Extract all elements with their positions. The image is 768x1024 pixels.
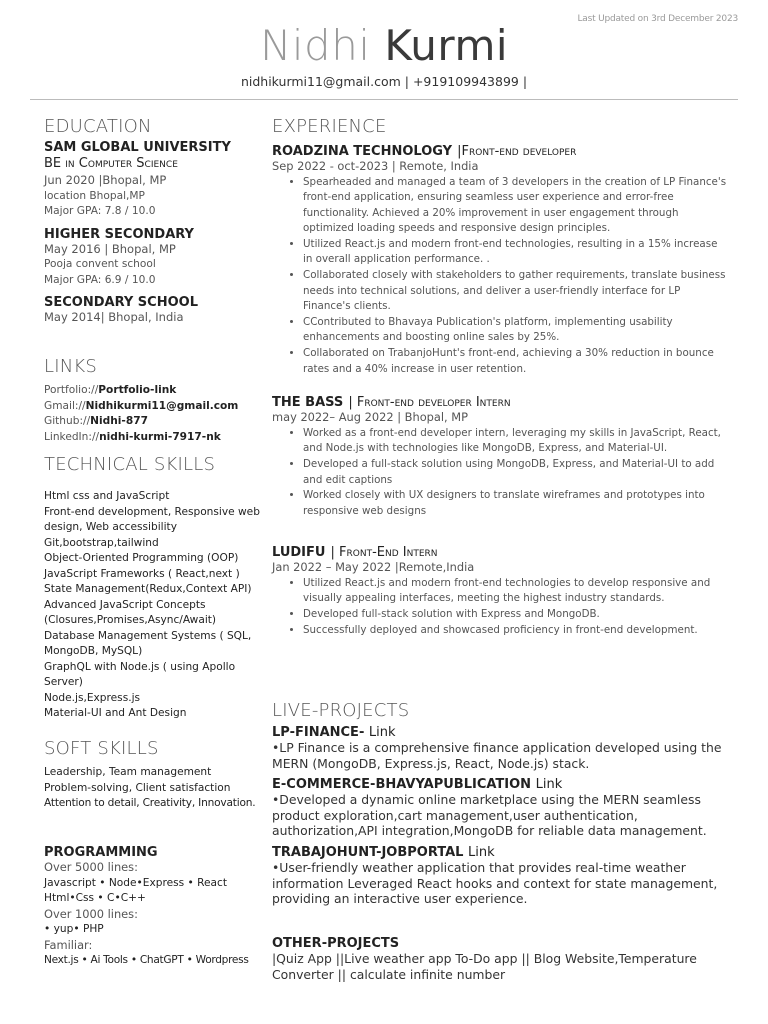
- experience-title: EXPERIENCE: [272, 116, 387, 137]
- secondary-date: May 2014| Bhopal, India: [44, 310, 184, 324]
- job-date: may 2022– Aug 2022 | Bhopal, MP: [272, 410, 468, 425]
- programming-title: PROGRAMMING: [44, 845, 158, 860]
- job-bullet: • Developed full-stack solution with Express and MongoDB.: [303, 607, 728, 623]
- tech-skill-line: Advanced JavaScript Concepts: [44, 598, 206, 611]
- soft-skill-line: Leadership, Team management: [44, 766, 212, 778]
- job-bullet: • CContributed to Bhavaya Publication's platform, implementing usability enhancements and boosting online sales by 25%.: [303, 315, 728, 346]
- company-name: THE BASS: [272, 395, 344, 411]
- job-role: | Front-End Intern: [330, 545, 438, 561]
- link-github[interactable]: Github://Nidhi-877: [44, 415, 148, 427]
- experience-section: [272, 116, 728, 638]
- tech-skill-line: State Management(Redux,Context API): [44, 583, 252, 595]
- tech-skill-line: Object-Oriented Programming (OOP): [44, 552, 239, 564]
- job-entry: [272, 541, 728, 638]
- tech-skill-line: Server): [44, 676, 83, 688]
- programming-section: [44, 845, 270, 969]
- project-link[interactable]: Link: [535, 777, 563, 793]
- programming-line: Next.js • Ai Tools • ChatGPT • Wordpress: [44, 954, 249, 966]
- job-bullet: • Collaborated closely with stakeholders to gather requirements, translate business needs into technical solutions, and deliver a user-friendly interface for LP Finance's clients.: [303, 268, 728, 315]
- project-link[interactable]: Link: [468, 844, 495, 860]
- education-title: EDUCATION: [44, 116, 152, 137]
- tech-skill-line: Database Management Systems ( SQL,: [44, 629, 252, 642]
- university-name: SAM GLOBAL UNIVERSITY: [44, 140, 231, 155]
- candidate-name: [0, 20, 768, 72]
- programming-line: Over 1000 lines:: [44, 906, 138, 921]
- soft-skills-section: [44, 738, 268, 812]
- tech-skill-line: MongoDB, MySQL): [44, 645, 143, 657]
- tech-skill-line: Node.js,Express.js: [44, 691, 141, 704]
- soft-skills-title: SOFT SKILLS: [44, 738, 159, 759]
- education-section: [44, 116, 264, 326]
- technical-skills-title: TECHNICAL SKILLS: [44, 454, 216, 475]
- project-description: •LP Finance is a comprehensive finance application developed using the MERN (MongoDB, Express.js, React, Node.js) stack.: [272, 740, 722, 771]
- project-entry: [272, 845, 728, 907]
- job-bullet: • Utilized React.js and modern front-end technologies, resulting in a 15% increase in overall application performance. .: [303, 237, 728, 268]
- programming-line: • yup• PHP: [44, 923, 104, 935]
- live-projects-title: LIVE-PROJECTS: [272, 700, 410, 721]
- job-entry: [272, 391, 728, 519]
- secondary-name: SECONDARY SCHOOL: [44, 295, 198, 310]
- link-gmail[interactable]: Gmail://Nidhikurmi11@gmail.com: [44, 399, 239, 412]
- other-projects-title: OTHER-PROJECTS: [272, 936, 400, 951]
- job-role: | Front-end developer Intern: [348, 395, 511, 411]
- project-name: LP-FINANCE-: [272, 725, 365, 740]
- company-name: ROADZINA TECHNOLOGY: [272, 144, 453, 159]
- project-name: E-COMMERCE-BHAVYAPUBLICATION: [272, 777, 532, 793]
- job-bullet: • Worked as a front-end developer intern, leveraging my skills in JavaScript, React, and Node.js with technologies like MongoDB, Express, and Material-UI.: [303, 426, 728, 457]
- project-description: •Developed a dynamic online marketplace using the MERN seamless product exploration,cart management,user authentication, authorization,API integration,MongoDB for reliable data management.: [272, 792, 707, 839]
- job-bullet: • Collaborated on TrabanjoHunt's front-end, achieving a 30% reduction in bounce rates and a 40% increase in user retention.: [303, 346, 728, 377]
- project-description: •User-friendly weather application that provides real-time weather information Leveraged React hooks and context for state management, providing an interactive user experience.: [272, 859, 718, 907]
- last-name: Kurmi: [384, 21, 509, 70]
- tech-skill-line: design, Web accessibility: [44, 521, 177, 533]
- job-date: Jan 2022 – May 2022 |Remote,India: [272, 560, 475, 575]
- university-location: location Bhopal,MP: [44, 189, 145, 202]
- job-bullet: • Spearheaded and managed a team of 3 developers in the creation of LP Finance's front-end application, ensuring seamless user experience and error-free functionality. Achieved a 20% improvement in user engagement through optimized loading speeds and responsive design principles.: [303, 175, 728, 237]
- contact-line: nidhikurmi11@gmail.com | +919109943899 |: [240, 74, 528, 89]
- programming-line: Familiar:: [44, 937, 93, 952]
- job-entry: [272, 140, 728, 377]
- other-projects-description: |Quiz App ||Live weather app To-Do app || Blog Website,Temperature Converter || calculate infinite number: [272, 951, 697, 982]
- higher-secondary-date: May 2016 | Bhopal, MP: [44, 241, 176, 256]
- live-projects-section: [272, 700, 728, 907]
- project-entry: [272, 777, 728, 839]
- job-bullet: • Worked closely with UX designers to translate wireframes and prototypes into responsive web designs: [303, 488, 728, 519]
- links-title: LINKS: [44, 356, 98, 377]
- tech-skill-line: (Closures,Promises,Async/Await): [44, 614, 217, 626]
- job-role: |Front-end developer: [457, 144, 577, 159]
- soft-skill-line: Attention to detail, Creativity, Innovation.: [44, 797, 256, 809]
- job-date: Sep 2022 - oct-2023 | Remote, India: [272, 159, 479, 173]
- tech-skill-line: JavaScript Frameworks ( React,next ): [44, 567, 240, 580]
- job-bullet: • Utilized React.js and modern front-end technologies to develop responsive and visually appealing interfaces, meeting the highest industry standards.: [303, 576, 728, 607]
- header-divider: [30, 99, 738, 100]
- programming-line: Javascript • Node•Express • React: [44, 876, 228, 889]
- tech-skill-line: Material-UI and Ant Design: [44, 707, 187, 719]
- university-gpa: Major GPA: 7.8 / 10.0: [44, 205, 156, 217]
- project-name: TRABAJOHUNT-JOBPORTAL: [272, 844, 464, 860]
- project-link[interactable]: Link: [368, 725, 396, 740]
- last-updated-text: Last Updated on 3rd December 2023: [577, 14, 738, 24]
- higher-secondary-gpa: Major GPA: 6.9 / 10.0: [44, 273, 156, 286]
- degree: BE in Computer Science: [44, 156, 178, 171]
- job-bullet: • Developed a full-stack solution using MongoDB, Express, and Material-UI to add and edit captions: [303, 457, 728, 488]
- links-section: [44, 356, 264, 445]
- programming-line: Html•Css • C•C++: [44, 892, 146, 904]
- tech-skill-line: Front-end development, Responsive web: [44, 505, 260, 518]
- project-entry: [272, 725, 728, 771]
- link-linkedin[interactable]: LinkedIn://nidhi-kurmi-7917-nk: [44, 430, 221, 443]
- link-portfolio[interactable]: Portfolio://Portfolio-link: [44, 384, 177, 396]
- tech-skill-line: Html css and JavaScript: [44, 490, 170, 502]
- first-name: Nidhi: [259, 21, 371, 70]
- tech-skill-line: GraphQL with Node.js ( using Apollo: [44, 660, 236, 673]
- university-date: Jun 2020 |Bhopal, MP: [44, 173, 167, 187]
- programming-line: Over 5000 lines:: [44, 860, 138, 874]
- job-bullet: • Successfully deployed and showcased proficiency in front-end development.: [303, 623, 728, 639]
- higher-secondary-name: HIGHER SECONDARY: [44, 226, 194, 242]
- company-name: LUDIFU: [272, 545, 326, 561]
- tech-skill-line: Git,bootstrap,tailwind: [44, 536, 159, 549]
- higher-secondary-school: Pooja convent school: [44, 258, 156, 270]
- other-projects-section: [272, 936, 728, 982]
- soft-skill-line: Problem-solving, Client satisfaction: [44, 781, 231, 794]
- technical-skills-section: [44, 454, 266, 722]
